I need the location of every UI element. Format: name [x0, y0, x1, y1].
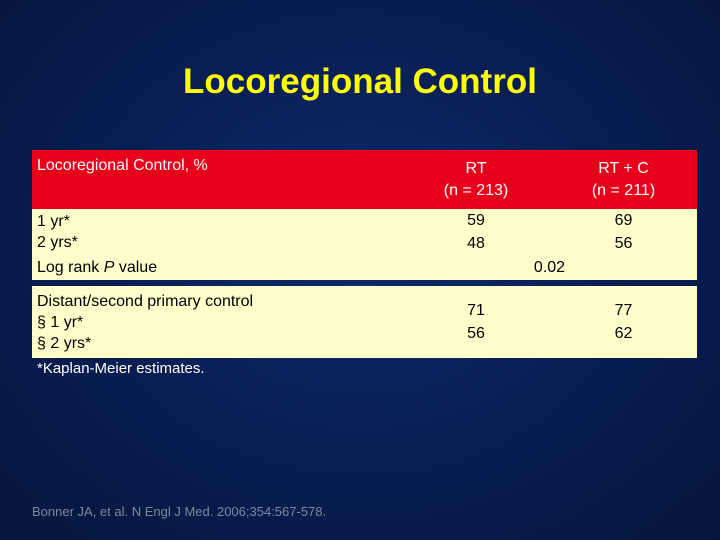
distant-sub-2yr: § 2 yrs* [37, 334, 92, 352]
table-row-years [32, 209, 697, 255]
distant-title: Distant/second primary control [37, 292, 254, 310]
year1-label: 1 yr* [37, 213, 70, 230]
log-rank-prefix: Log rank [37, 259, 104, 276]
footnote: *Kaplan-Meier estimates. [37, 360, 205, 377]
table-row-log-rank [32, 255, 697, 280]
log-rank-value: 0.02 [402, 255, 697, 280]
header-rt [402, 150, 550, 209]
distant-rtc-1yr: 77 [614, 302, 633, 319]
header-rt-name: RT [465, 159, 487, 177]
rt-year2: 48 [467, 235, 485, 252]
distant-sub-1yr: § 1 yr* [37, 313, 84, 331]
distant-rt-1yr: 71 [467, 302, 485, 319]
header-rt-n: (n = 213) [443, 181, 509, 199]
table-header-row [32, 150, 697, 209]
table-row-distant [32, 286, 697, 358]
slide-title: Locoregional Control [183, 62, 537, 101]
years-rt [402, 209, 550, 255]
year2-label: 2 yrs* [37, 234, 78, 251]
distant-label [32, 286, 402, 358]
rt-year1: 59 [467, 212, 485, 229]
distant-rt [402, 286, 550, 358]
citation: Bonner JA, et al. N Engl J Med. 2006;354:567-578. [32, 504, 327, 519]
rtc-year2: 56 [614, 235, 633, 252]
log-rank-label [32, 255, 402, 280]
distant-rtc-2yr: 62 [614, 325, 633, 342]
header-rtc [550, 150, 697, 209]
header-label: Locoregional Control, % [32, 150, 402, 209]
distant-rtc [550, 286, 697, 358]
log-rank-p: P [103, 259, 115, 276]
locoregional-table [32, 150, 697, 358]
header-rtc-n: (n = 211) [591, 181, 656, 199]
log-rank-suffix: value [114, 259, 158, 276]
rtc-year1: 69 [614, 212, 633, 229]
years-label [32, 209, 402, 255]
years-rtc [550, 209, 697, 255]
distant-rt-2yr: 56 [467, 325, 485, 342]
header-rtc-name: RT + C [598, 159, 649, 177]
